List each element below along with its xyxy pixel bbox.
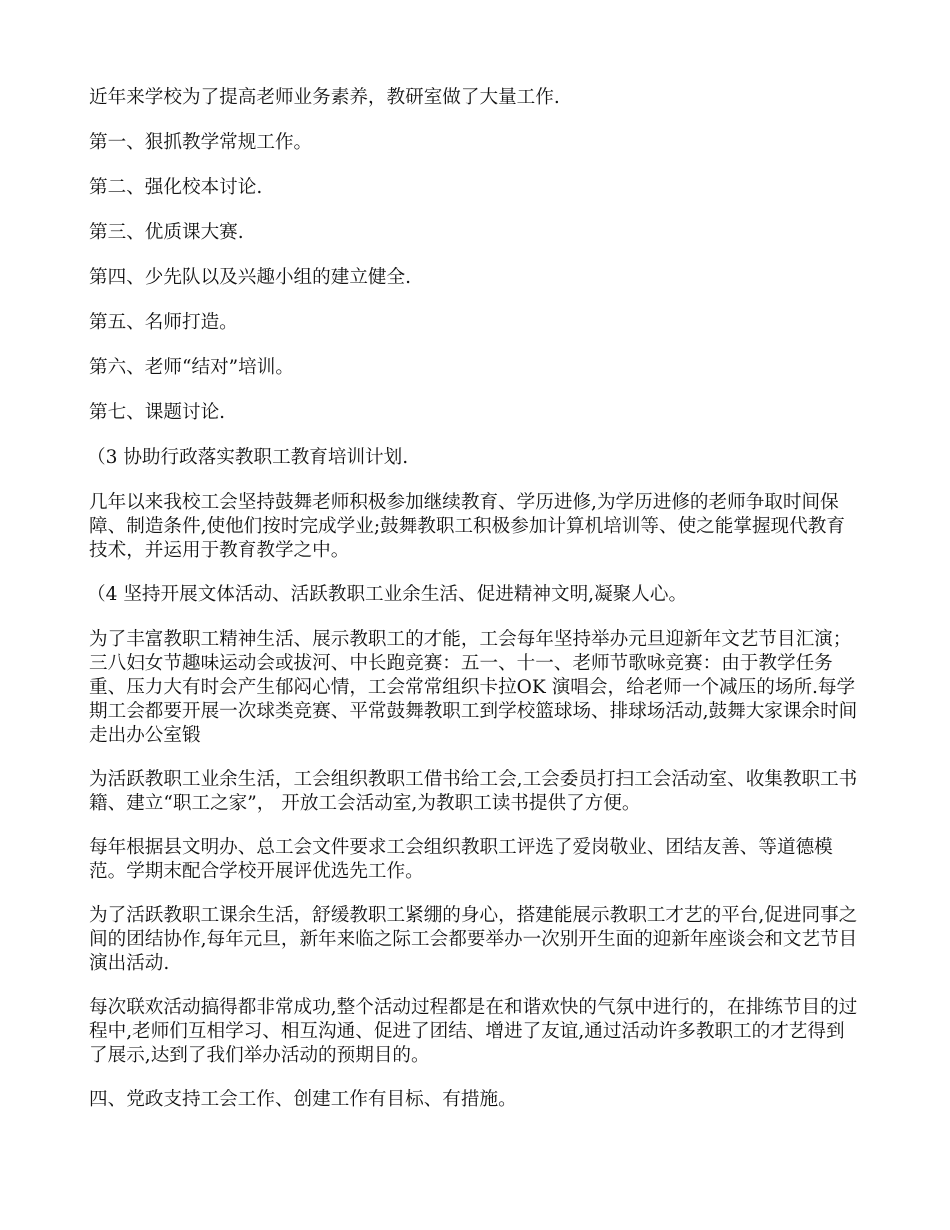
list-item-sixth: 第六、老师“结对”培训。 — [89, 357, 294, 378]
body-paragraph-training: 几年以来我校工会坚持鼓舞老师积极参加继续教育、学历进修,为学历进修的老师争取时间保障、制造条件,使他们按时完成学业;鼓舞教职工积极参加计算机培训等、使之能掌握现代教育技术，并运用于教育教学之中。 — [89, 492, 845, 561]
body-paragraph-activities: 为了丰富教职工精神生活、展示教职工的才能，工会每年坚持举办元旦迎新年文艺节目汇演；三八妇女节趣味运动会或拔河、中长跑竞赛：五一、十一、老师节歌咏竞赛：由于教学任务重、压力大有时会产生郁闷心情，工会常常组织卡拉OK 演唱会，给老师一个减压的场所.每学期工会都要开展一次球类竞赛、平常鼓舞教职工到学校篮球场、排球场活动,鼓舞大家课余时间走出办公室锻 — [89, 629, 858, 746]
intro-paragraph: 近年来学校为了提高老师业务素养，教研室做了大量工作. — [89, 87, 560, 108]
list-item-third: 第三、优质课大赛. — [89, 222, 244, 243]
section-heading-4: （4 坚持开展文体活动、活跃教职工业余生活、促进精神文明,凝聚人心。 — [87, 584, 688, 605]
body-paragraph-new-year: 为了活跃教职工课余生活，舒缓教职工紧绷的身心，搭建能展示教职工才艺的平台,促进同事之间的团结协作,每年元旦，新年来临之际工会都要举办一次别开生面的迎新年座谈会和文艺节目演出活动. — [89, 905, 858, 974]
body-paragraph-reading: 为活跃教职工业余生活，工会组织教职工借书给工会,工会委员打扫工会活动室、收集教职工书籍、建立“职工之家”， 开放工会活动室,为教职工读书提供了方便。 — [89, 769, 858, 814]
list-item-fifth: 第五、名师打造。 — [89, 312, 238, 333]
section-heading-3: （3 协助行政落实教职工教育培训计划. — [87, 447, 409, 468]
body-paragraph-models: 每年根据县文明办、总工会文件要求工会组织教职工评选了爱岗敬业、团结友善、等道德模范。学期末配合学校开展评优选先工作。 — [89, 837, 833, 882]
list-item-first: 第一、狠抓教学常规工作。 — [89, 132, 313, 153]
list-item-fourth: 第四、少先队以及兴趣小组的建立健全. — [89, 267, 412, 288]
section-heading-four: 四、党政支持工会工作、创建工作有目标、有措施。 — [89, 1089, 517, 1110]
list-item-seventh: 第七、课题讨论. — [89, 402, 226, 423]
body-paragraph-success: 每次联欢活动搞得都非常成功,整个活动过程都是在和谐欢快的气氛中进行的，在排练节目的过程中,老师们互相学习、相互沟通、促进了团结、增进了友谊,通过活动许多教职工的才艺得到了展示,达到了我们举办活动的预期目的。 — [89, 997, 858, 1066]
list-item-second: 第二、强化校本讨论. — [89, 177, 263, 198]
